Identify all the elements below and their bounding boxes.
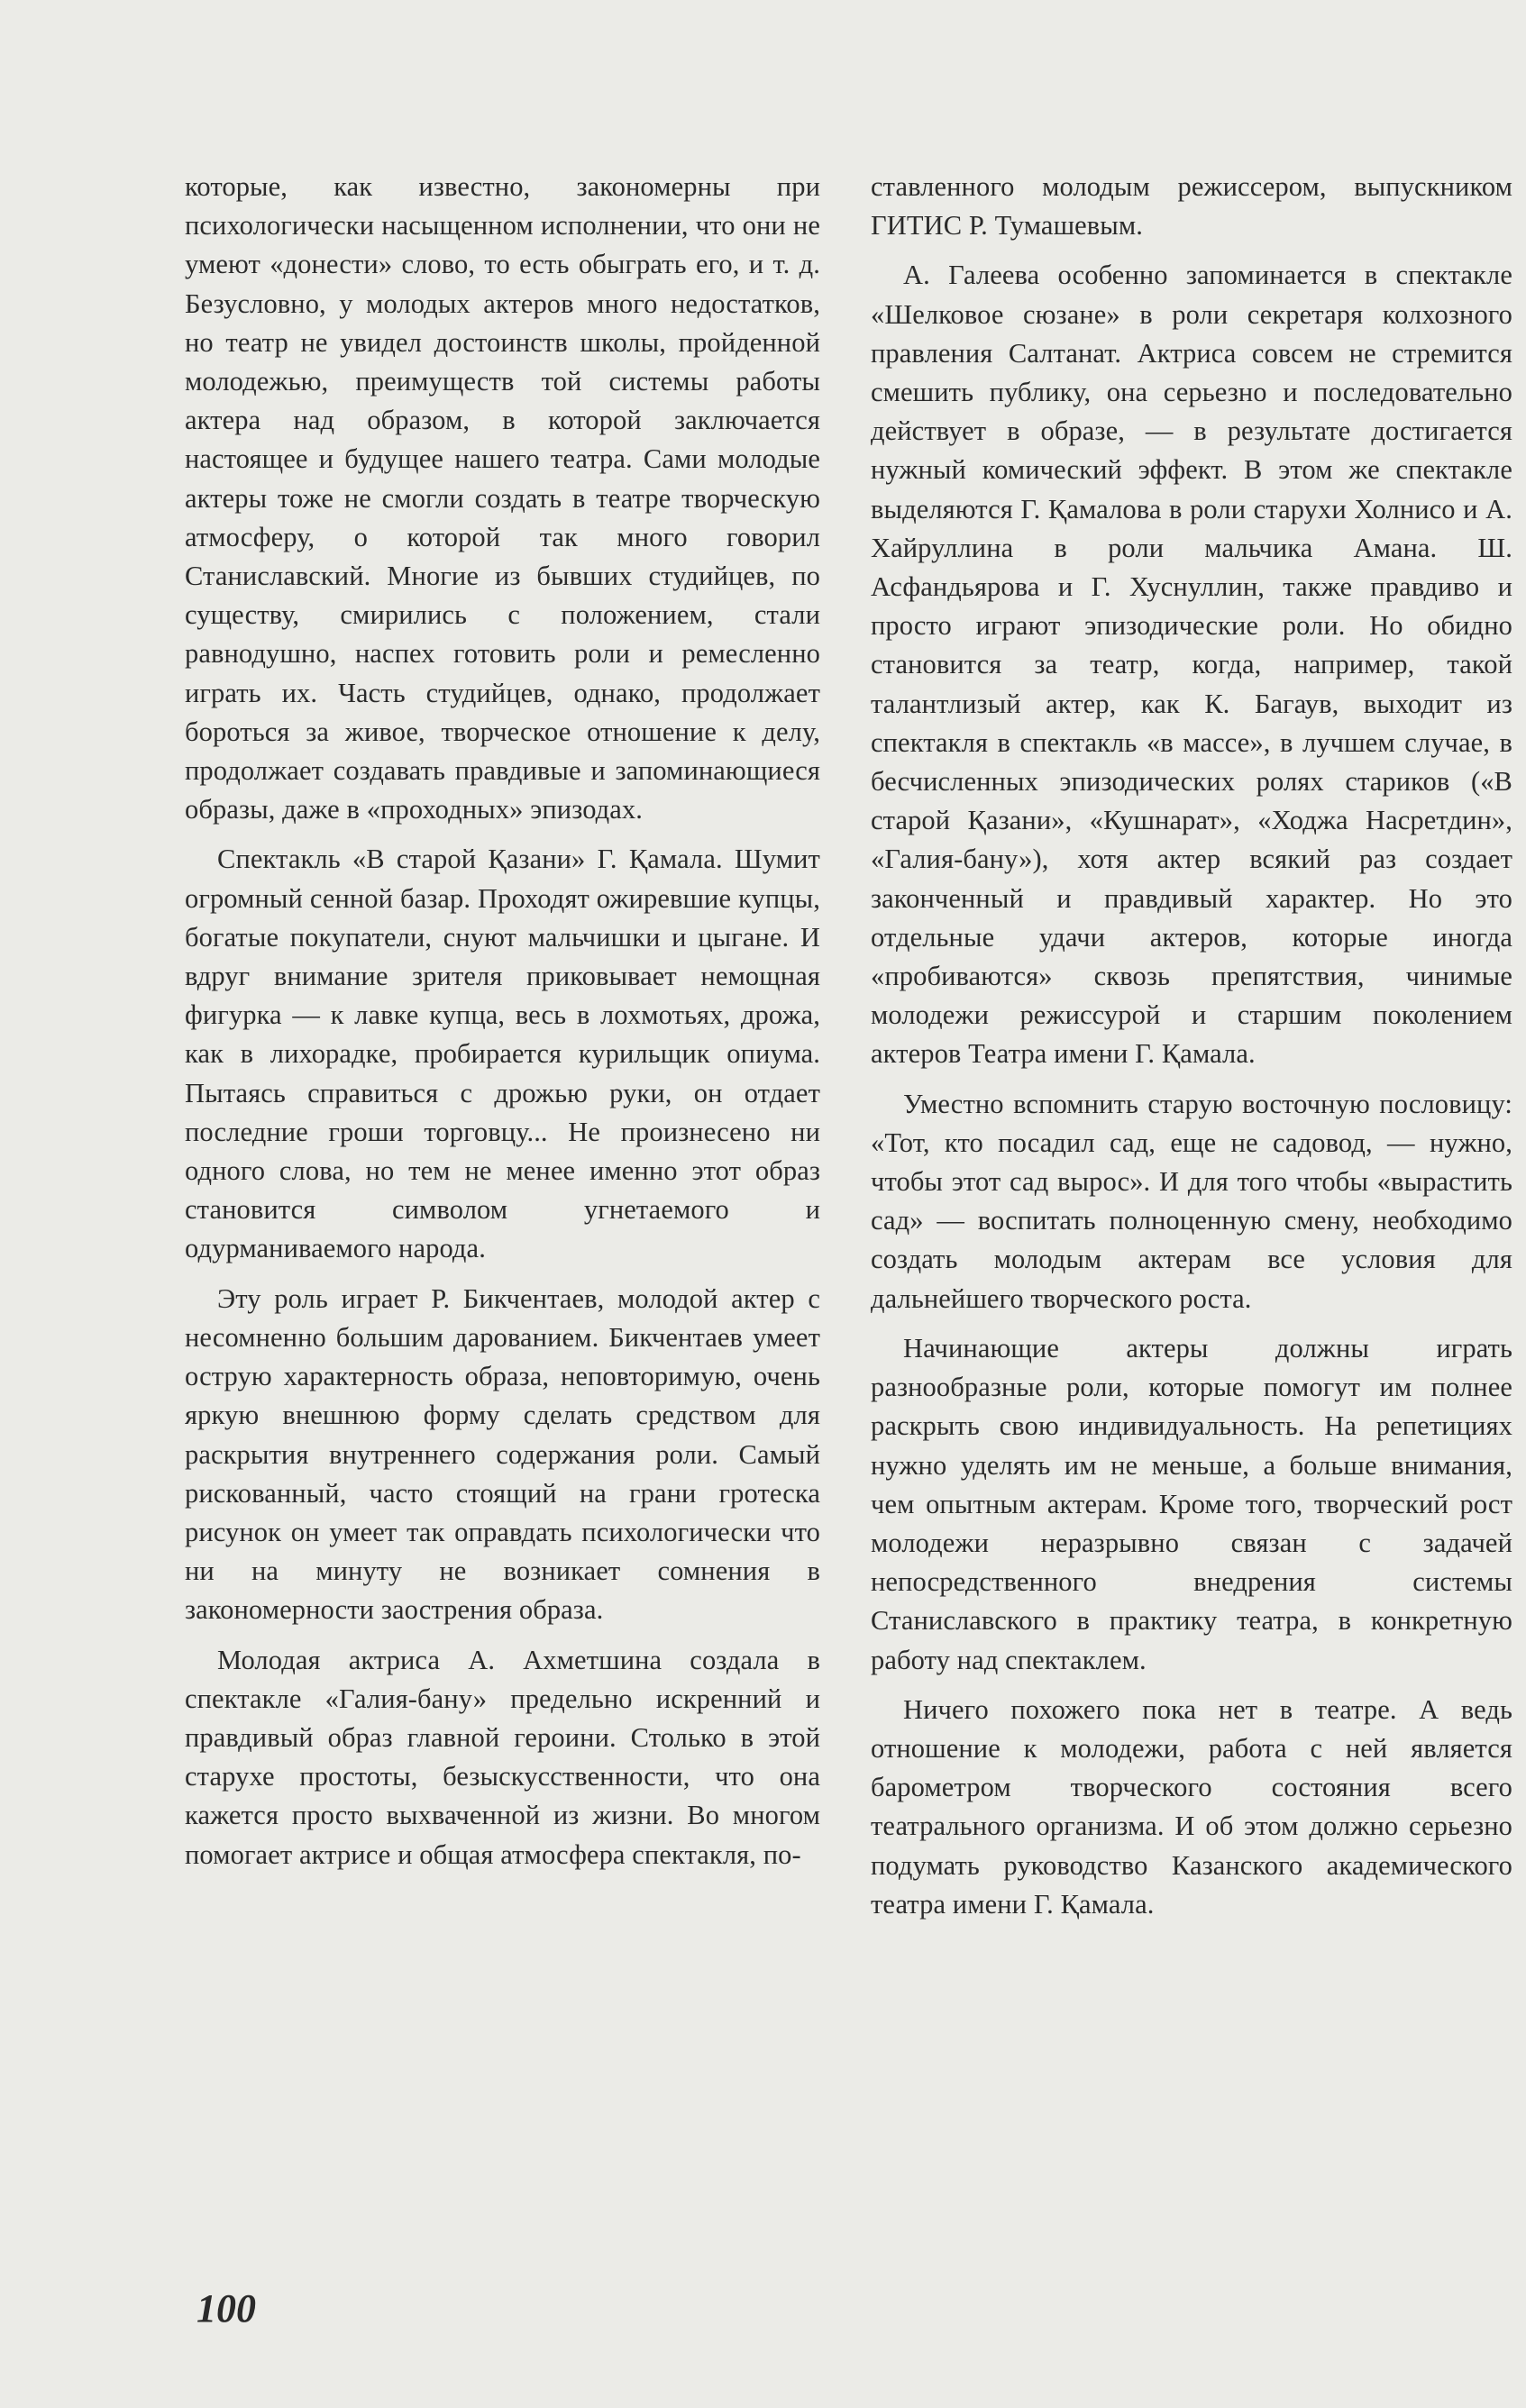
left-paragraph-4: Молодая актриса А. Ахметшина создала в спектакле «Галия-бану» предельно искренний и правдивый образ главной героини. Столько в этой старухе простоты, безыскусственности, что она кажется просто выхваченной из жизни. Во многом помогает актрисе и общая атмосфера спектакля, по-: [185, 1644, 820, 1870]
right-paragraph-4: Начинающие актеры должны играть разнообразные роли, которые помогут им полнее раскрыть свою индивидуальность. На репетициях нужно уделять им не меньше, а больше внимания, чем опытным актерам. Кроме того, творческий рост молодежи неразрывно связан с задачей непосредственного внедрения системы Станиславского в практику театра, в конкретную работу над спектаклем.: [871, 1332, 1512, 1675]
right-paragraph-2: А. Галеева особенно запоминается в спектакле «Шелковое сюзане» в роли секретаря колхозного правления Салтанат. Актриса совсем не стремится смешить публику, она серьезно и последовательно действует в образе, — в результате достигается нужный комический эффект. В этом же спектакле выделяются Г. Қамалова в роли старухи Холнисо и А. Хайруллина в роли мальчика Амана. Ш. Асфандьярова и Г. Хуснуллин, также правдиво и просто играют эпизодические роли. Но обидно становится за театр, когда, например, такой талантлизый актер, как К. Багаув, выходит из спектакля в спектакль «в массе», в лучшем случае, в бесчисленных эпизодических ролях стариков («В старой Қазани», «Кушнарат», «Ходжа Насретдин», «Галия-бану»), хотя актер всякий раз создает законченный и правдивый характер. Но это отдельные удачи актеров, которые иногда «пробиваются» сквозь препятствия, чинимые молодежи режиссурой и старшим поколением актеров Театра имени Г. Қамала.: [871, 260, 1512, 1070]
left-paragraph-2: Спектакль «В старой Қазани» Г. Қамала. Шумит огромный сенной базар. Проходят ожиревшие купцы, богатые покупатели, снуют мальчишки и цыгане. И вдруг внимание зрителя приковывает немощная фигурка — к лавке купца, весь в лохмотьях, дрожа, как в лихорадке, пробирается курильщик опиума. Пытаясь справиться с дрожью руки, он отдает последние гроши торговцу... Не произнесено ни одного слова, но тем не менее именно этот образ становится символом угнетаемого и одурманиваемого народа.: [185, 844, 820, 1264]
right-paragraph-1: ставленного молодым режиссером, выпускником ГИТИС Р. Тумашевым.: [871, 171, 1512, 242]
right-paragraph-5: Ничего похожего пока нет в театре. А ведь отношение к молодежи, работа с ней является барометром творческого состояния всего театрального организма. И об этом должно серьезно подумать руководство Казанского академического театра имени Г. Қамала.: [871, 1693, 1512, 1920]
page-number: 100: [196, 2286, 256, 2330]
left-paragraph-1: которые, как известно, закономерны при психологически насыщенном исполнении, что они не умеют «донести» слово, то есть обыграть его, и т. д. Безусловно, у молодых актеров много недостатков, но театр не увидел достоинств школы, пройденной молодежью, преимуществ той системы работы актера над образом, в которой заключается настоящее и будущее нашего театра. Сами молодые актеры тоже не смогли создать в театре творческую атмосферу, о которой так много говорил Станиславский. Многие из бывших студийцев, по существу, смирились с положением, стали равнодушно, наспех готовить роли и ремесленно играть их. Часть студийцев, однако, продолжает бороться за живое, творческое отношение к делу, продолжает создавать правдивые и запоминающиеся образы, даже в «проходных» эпизодах.: [185, 171, 820, 825]
right-text-column: [871, 168, 1512, 1924]
right-paragraph-3: Уместно вспомнить старую восточную пословицу: «Тот, кто посадил сад, еще не садовод, — нужно, чтобы этот сад вырос». И для того чтобы «вырастить сад» — воспитать полноценную смену, необходимо создать молодым актерам все условия для дальнейшего творческого роста.: [871, 1088, 1512, 1314]
left-text-column: [185, 168, 820, 1874]
left-paragraph-3: Эту роль играет Р. Бикчентаев, молодой актер с несомненно большим дарованием. Бикчентаев умеет острую характерность образа, неповторимую, очень яркую внешнюю форму сделать средством для раскрытия внутреннего содержания роли. Самый рискованный, часто стоящий на грани гротеска рисунок он умеет так оправдать психологически что ни на минуту не возникает сомнения в закономерности заострения образа.: [185, 1282, 820, 1626]
